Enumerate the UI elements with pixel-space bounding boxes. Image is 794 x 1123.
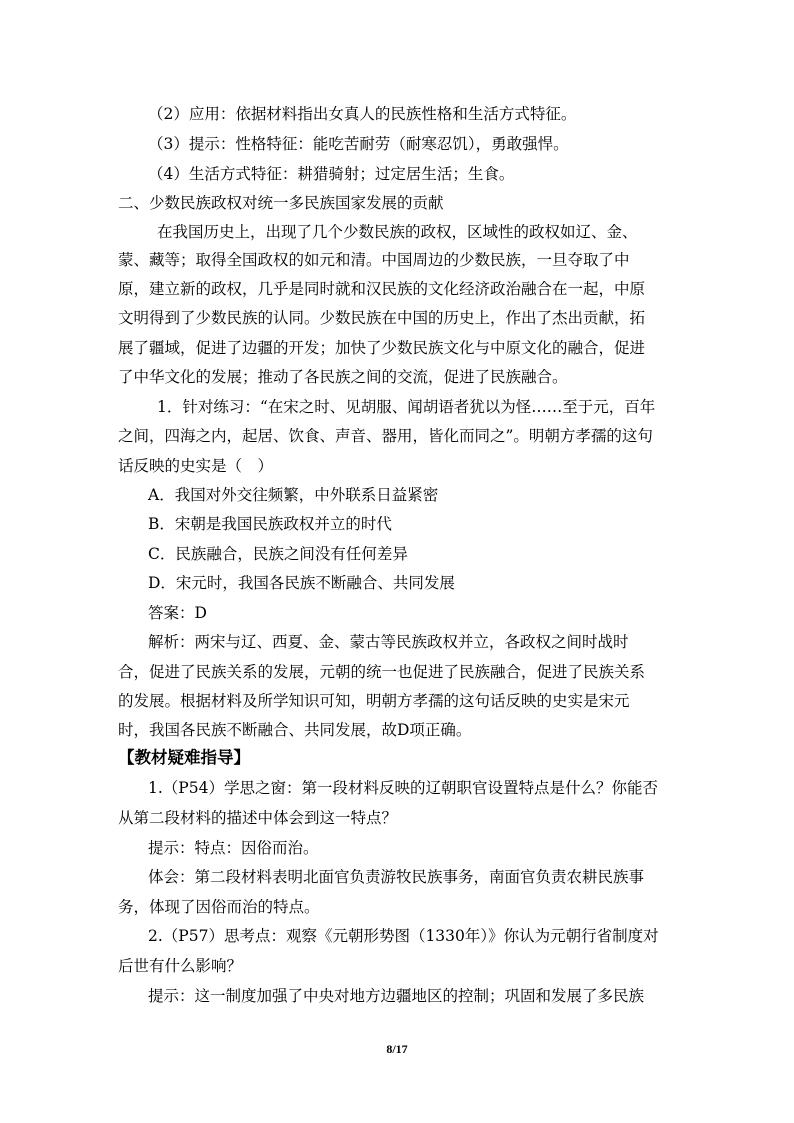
text-line: 从第二段材料的描述中体会到这一特点？: [118, 809, 398, 827]
text-line: 在我国历史上，出现了几个少数民族的政权，区域性的政权如辽、金、: [157, 223, 638, 241]
text-line: 合，促进了民族关系的发展，元朝的统一也促进了民族融合，促进了民族关系: [118, 663, 646, 681]
text-line: 之间，四海之内，起居、饮食、声音、器用，皆化而同之”。明朝方孝孺的这句: [118, 427, 653, 445]
text-line: 解析：两宋与辽、西夏、金、蒙古等民族政权并立，各政权之间时战时: [148, 633, 629, 651]
text-line: （2）应用：依据材料指出女真人的民族性格和生活方式特征。: [148, 105, 577, 123]
section-heading: 【教材疑难指导】: [118, 748, 250, 767]
text-line: 1.（P54）学思之窗：第一段材料反映的辽朝职官设置特点是什么？你能否: [148, 779, 658, 797]
text-line: 展了疆域，促进了边疆的开发；加快了少数民族文化与中原文化的融合，促进: [118, 339, 646, 357]
text-line: 文明得到了少数民族的认同。少数民族在中国的历史上，作出了杰出贡献，拓: [118, 309, 646, 327]
text-line: 提示：特点：因俗而治。: [148, 839, 319, 857]
text-line: 1．针对练习：“在宋之时、见胡服、闻胡语者犹以为怪……至于元，百年: [157, 398, 656, 416]
page-number: 8/17: [386, 1042, 408, 1056]
text-line: 务，体现了因俗而治的特点。: [118, 898, 320, 916]
text-line: 的发展。根据材料及所学知识可知，明朝方孝孺的这句话反映的史实是宋元: [118, 692, 630, 710]
text-line: 时，我国各民族不断融合、共同发展，故D项正确。: [118, 721, 472, 739]
text-line: （4）生活方式特征：耕猎骑射；过定居生活；生食。: [148, 165, 515, 183]
text-line: 话反映的史实是（ ）: [118, 457, 274, 475]
text-line: （3）提示：性格特征：能吃苦耐劳（耐寒忍饥），勇敢强悍。: [148, 135, 569, 153]
option-d: D．宋元时，我国各民族不断融合、共同发展: [148, 574, 455, 592]
option-a: A．我国对外交往频繁，中外联系日益紧密: [148, 486, 439, 504]
text-line: 提示：这一制度加强了中央对地方边疆地区的控制；巩固和发展了多民族: [148, 987, 645, 1005]
text-line: 了中华文化的发展；推动了各民族之间的交流，促进了民族融合。: [118, 368, 568, 386]
text-line: 后世有什么影响？: [118, 957, 243, 975]
text-line: 体会：第二段材料表明北面官负责游牧民族事务，南面官负责农耕民族事: [148, 868, 645, 886]
text-line: 原，建立新的政权，几乎是同时就和汉民族的文化经济政治融合在一起，中原: [118, 280, 646, 298]
text-line: 2.（P57）思考点：观察《元朝形势图（1330年）》你认为元朝行省制度对: [148, 927, 659, 945]
section-heading: 二、少数民族政权对统一多民族国家发展的贡献: [118, 194, 444, 212]
option-b: B．宋朝是我国民族政权并立的时代: [148, 515, 392, 533]
text-line: 蒙、藏等；取得全国政权的如元和清。中国周边的少数民族，一旦夺取了中: [118, 251, 630, 269]
answer: 答案：D: [148, 604, 207, 622]
option-c: C．民族融合，民族之间没有任何差异: [148, 545, 408, 563]
